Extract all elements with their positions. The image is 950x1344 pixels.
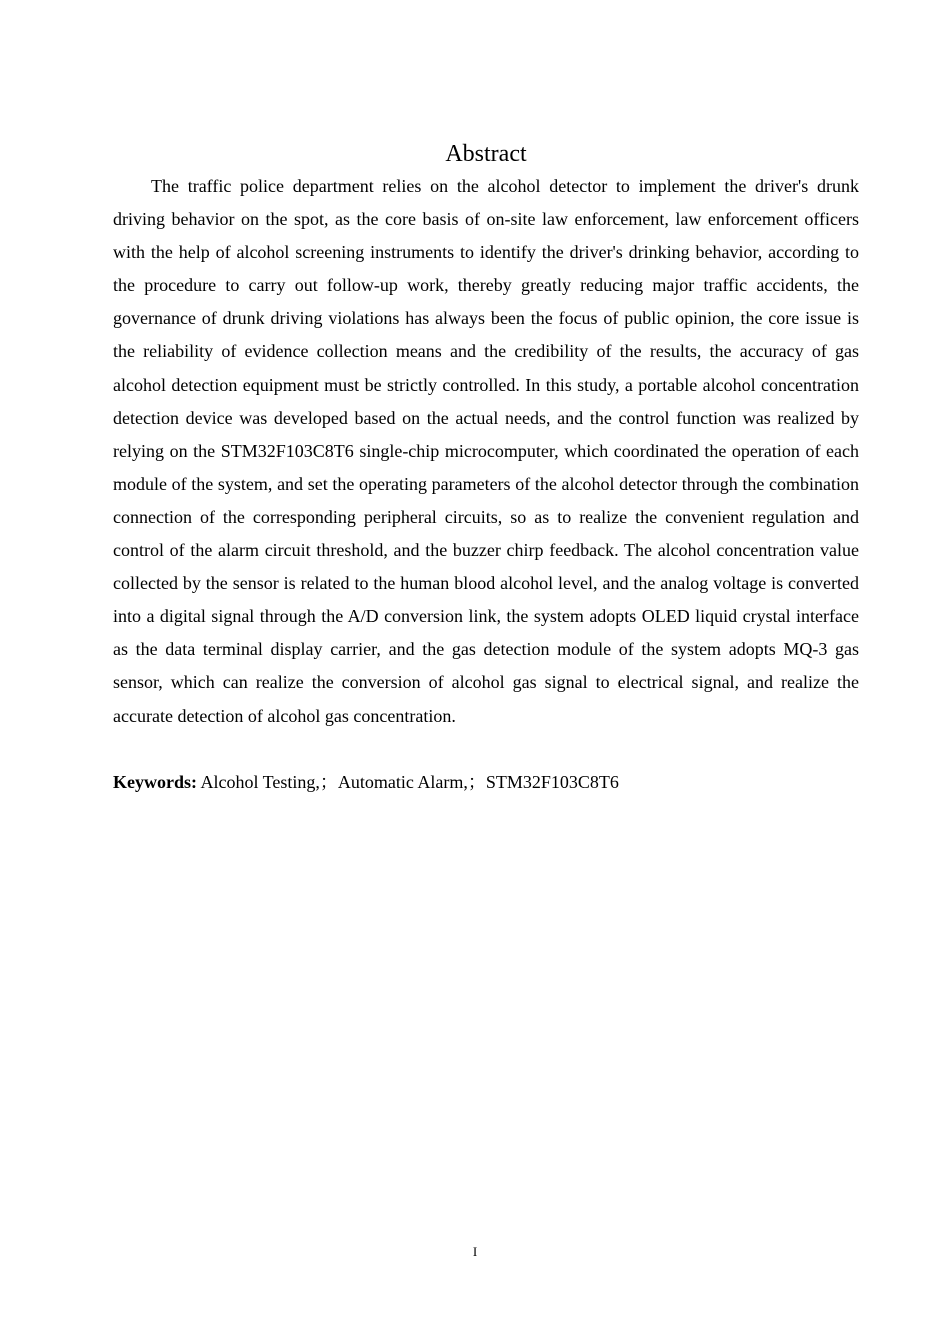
abstract-title: Abstract [445,141,527,167]
keywords-text: Alcohol Testing,；Automatic Alarm,；STM32F103C8T6 [200,772,619,792]
abstract-body: The traffic police department relies on the alcohol detector to implement the driver's drunk driving behavior on the spot, as the core basis of on-site law enforcement, law enforcement officers with the help of alcohol screening instruments to identify the driver's drinking behavior, according to the procedure to carry out follow-up work, thereby greatly reducing major traffic accidents, the governance of drunk driving violations has always been the focus of public opinion, the core issue is the reliability of evidence collection means and the credibility of the results, the accuracy of gas alcohol detection equipment must be strictly controlled. In this study, a portable alcohol concentration detection device was developed based on the actual needs, and the control function was realized by relying on the STM32F103C8T6 single-chip microcomputer, which coordinated the operation of each module of the system, and set the operating parameters of the alcohol detector through the combination connection of the corresponding peripheral circuits, so as to realize the convenient regulation and control of the alarm circuit threshold, and the buzzer chirp feedback. The alcohol concentration value collected by the sensor is related to the human blood alcohol level, and the analog voltage is converted into a digital signal through the A/D conversion link, the system adopts OLED liquid crystal interface as the data terminal display carrier, and the gas detection module of the system adopts MQ-3 gas sensor, which can realize the conversion of alcohol gas signal to electrical signal, and realize the accurate detection of alcohol gas concentration. [113,176,859,726]
keywords-line [113,766,859,799]
page-number: I [472,1244,478,1259]
keywords-label: Keywords: [113,772,197,792]
